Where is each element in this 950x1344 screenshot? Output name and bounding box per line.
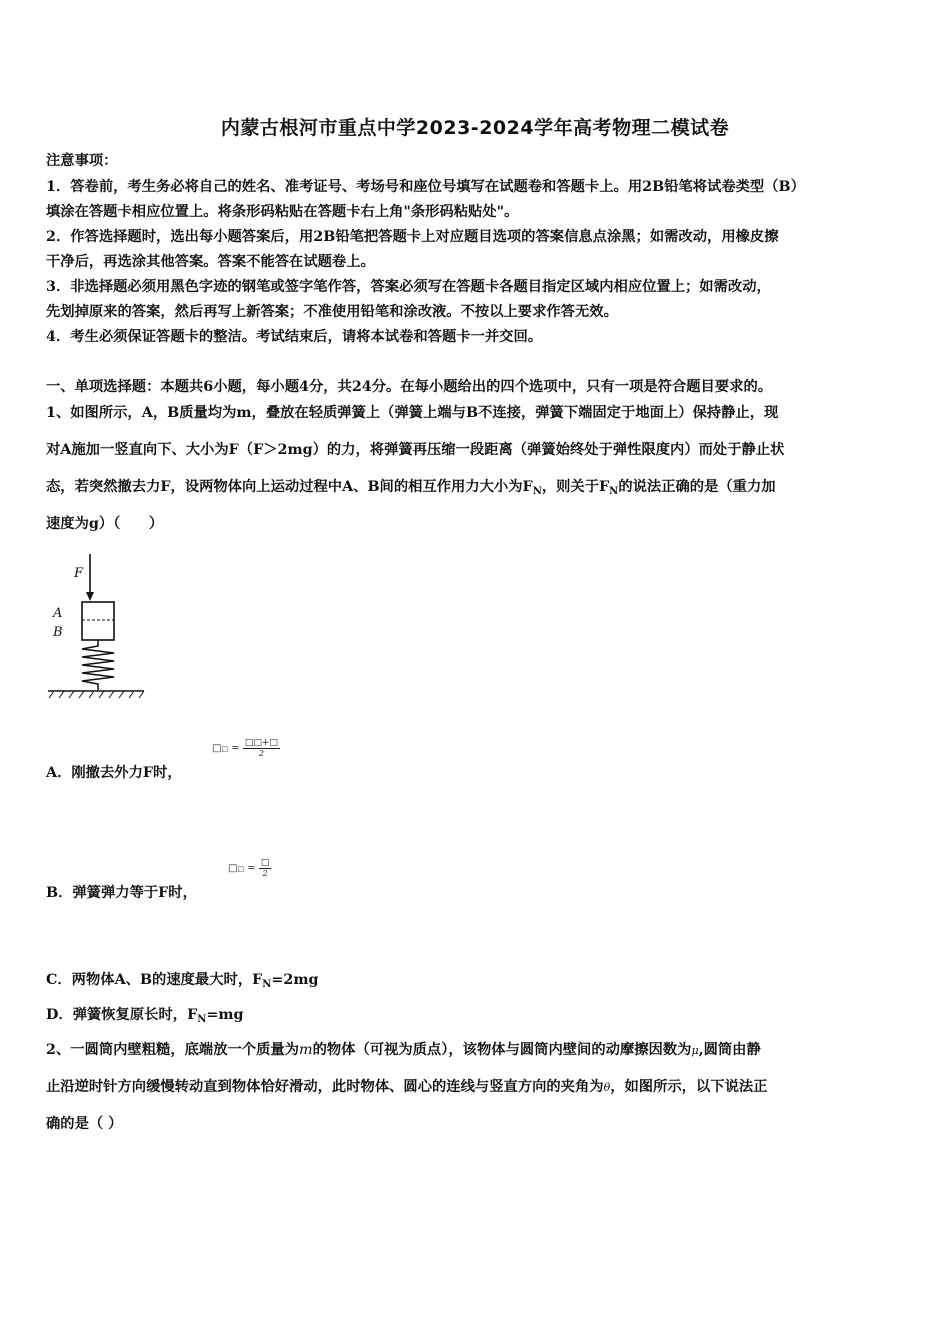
q1-line-2: 对A施加一竖直向下、大小为F（F＞2mg）的力，将弹簧再压缩一段距离（弹簧始终处于弹性限度内）而处于静止状 [46, 442, 785, 458]
block-a-label: A [53, 606, 63, 621]
q2-line-3: 确的是（ ） [46, 1116, 123, 1132]
notice-heading: 注意事项： [46, 153, 118, 169]
section-heading: 一、单项选择题：本题共6小题，每小题4分，共24分。在每小题给出的四个选项中，只有一项是符合题目要求的。 [46, 379, 773, 395]
spring-blocks-figure [44, 550, 154, 702]
force-label: F [74, 566, 84, 581]
notice-line-4: 干净后，再选涂其他答案。答案不能答在试题卷上。 [46, 254, 375, 270]
notice-line-1: 1．答卷前，考生务必将自己的姓名、准考证号、考场号和座位号填写在试题卷和答题卡上。用2B铅笔将试卷类型（B） [46, 179, 805, 195]
q1-line-4: 速度为g）（ ） [46, 516, 164, 532]
option-c: C．两物体A、B的速度最大时，$F_N=2mg$ [46, 972, 319, 990]
block-b-label: B [53, 625, 63, 640]
option-b: B．弹簧弹力等于F时， [46, 885, 197, 901]
notice-line-2: 填涂在答题卡相应位置上。将条形码粘贴在答题卡右上角"条形码粘贴处"。 [46, 204, 519, 220]
option-b-formula: □□ = $\frac{□}{2}$ [228, 858, 270, 878]
notice-line-3: 2．作答选择题时，选出每小题答案后，用2B铅笔把答题卡上对应题目选项的答案信息点涂黑；如需改动，用橡皮擦 [46, 229, 779, 245]
option-d: D．弹簧恢复原长时，$F_N=mg$ [46, 1007, 244, 1025]
q2-line-2: 止沿逆时针方向缓慢转动直到物体恰好滑动，此时物体、圆心的连线与竖直方向的夹角为θ，如图所示，以下说法正 [46, 1079, 768, 1095]
page-title: 内蒙古根河市重点中学2023-2024学年高考物理二模试卷 [220, 117, 730, 139]
notice-line-5: 3．非选择题必须用黑色字迹的钢笔或签字笔作答，答案必须写在答题卡各题目指定区域内相应位置上；如需改动， [46, 279, 771, 295]
notice-line-6: 先划掉原来的答案，然后再写上新答案；不准使用铅笔和涂改液。不按以上要求作答无效。 [46, 304, 618, 320]
q1-line-1: 1、如图所示，A，B质量均为m，叠放在轻质弹簧上（弹簧上端与B不连接，弹簧下端固定于地面上）保持静止，现 [46, 405, 779, 421]
option-a-formula: □□ = $\frac{□□+□}{2}$ [212, 738, 278, 758]
q1-line-3: 态，若突然撤去力F，设两物体向上运动过程中A、B间的相互作用力大小为$F_N$，则关于$F_N$的说法正确的是（重力加 [46, 479, 776, 497]
q2-line-1: 2、一圆筒内壁粗糙，底端放一个质量为m的物体（可视为质点），该物体与圆筒内壁间的动摩擦因数为μ,圆筒由静 [46, 1042, 761, 1058]
notice-line-7: 4．考生必须保证答题卡的整洁。考试结束后，请将本试卷和答题卡一并交回。 [46, 329, 543, 345]
option-a: A．刚撤去外力F时， [46, 765, 182, 781]
